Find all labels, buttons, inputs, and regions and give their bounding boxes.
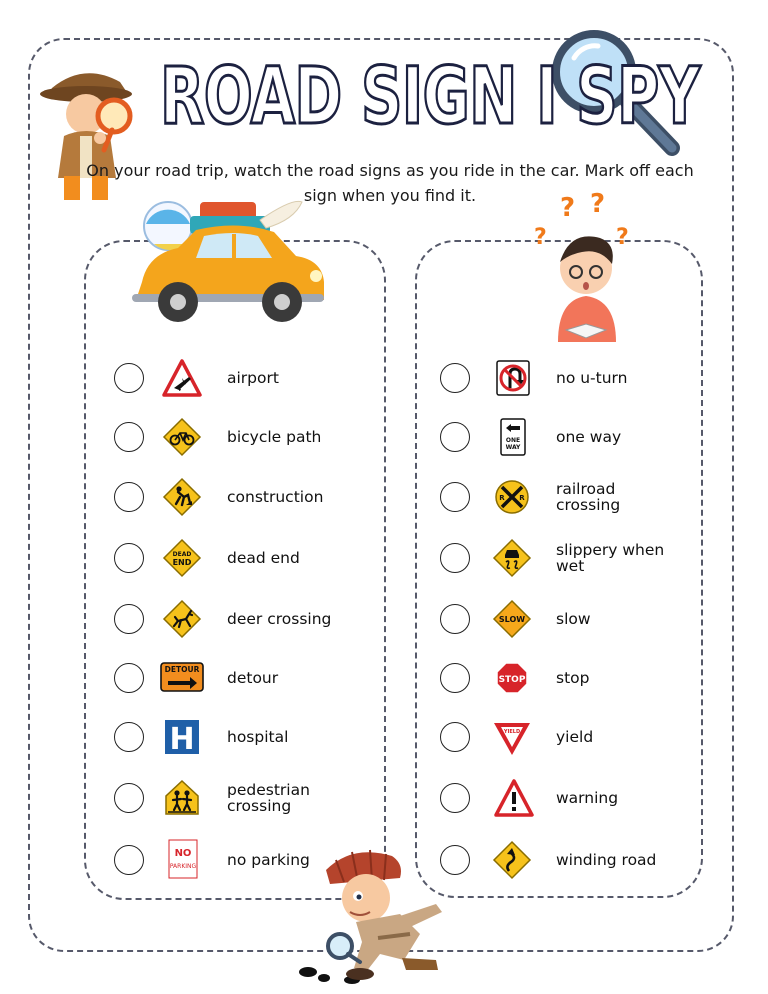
- item-label: slow: [556, 610, 591, 628]
- list-item: [438, 715, 698, 759]
- detour-sign-icon: [160, 662, 204, 692]
- one-way-sign-icon: [500, 418, 526, 456]
- sign-text: STOP: [498, 675, 526, 685]
- sign-text: END: [172, 558, 192, 567]
- list-item: [438, 838, 698, 882]
- item-label: railroad crossing: [556, 480, 621, 514]
- item-label: pedestrian crossing: [227, 781, 310, 815]
- item-label: detour: [227, 669, 279, 687]
- list-item: [112, 536, 372, 580]
- sign-text: R: [499, 494, 505, 502]
- item-label: no u-turn: [556, 369, 628, 387]
- item-label: warning: [556, 789, 619, 807]
- item-label: no parking: [227, 851, 310, 869]
- stop-sign-icon: [496, 662, 528, 694]
- right-checklist: [438, 356, 698, 886]
- list-item: [112, 656, 372, 700]
- car-illustration: [126, 190, 330, 330]
- no-parking-sign-icon: [168, 839, 198, 879]
- svg-text:?: ?: [534, 225, 547, 250]
- sign-text: WAY: [505, 444, 521, 451]
- railroad-crossing-sign-icon: [494, 479, 530, 515]
- item-label: construction: [227, 488, 324, 506]
- sign-text: YIELD: [503, 729, 521, 735]
- sign-text: H: [169, 722, 195, 755]
- item-label: dead end: [227, 549, 300, 567]
- item-label: stop: [556, 669, 590, 687]
- checkbox[interactable]: [114, 543, 144, 573]
- list-item: [438, 597, 698, 641]
- detective-boy-illustration: [296, 842, 470, 990]
- list-item: [438, 356, 698, 400]
- item-label: slippery when wet: [556, 541, 665, 575]
- warning-sign-icon: [494, 778, 534, 818]
- item-label: airport: [227, 369, 279, 387]
- list-item: [112, 597, 372, 641]
- instructions-text: On your road trip, watch the road signs as you ride in the car. Mark off each sign when you find it.: [86, 161, 694, 205]
- airport-sign-icon: [162, 358, 202, 398]
- list-item: [438, 475, 698, 519]
- checkbox[interactable]: [114, 663, 144, 693]
- checkbox[interactable]: [114, 722, 144, 752]
- checkbox[interactable]: [440, 543, 470, 573]
- list-item: [438, 656, 698, 700]
- checkbox[interactable]: [440, 604, 470, 634]
- item-label: hospital: [227, 728, 289, 746]
- deer-crossing-sign-icon: [162, 599, 202, 639]
- page-title: ROAD SIGN I SPY: [160, 52, 700, 142]
- yield-sign-icon: [492, 719, 532, 759]
- list-item: [438, 776, 698, 820]
- checkbox[interactable]: [440, 722, 470, 752]
- dead-end-sign-icon: [162, 538, 202, 578]
- sign-text: R: [519, 494, 525, 502]
- left-checklist: [112, 356, 372, 886]
- list-item: [438, 536, 698, 580]
- list-item: [112, 715, 372, 759]
- svg-text:?: ?: [616, 225, 629, 250]
- hospital-sign-icon: [164, 719, 200, 755]
- item-label: winding road: [556, 851, 657, 869]
- checkbox[interactable]: [114, 482, 144, 512]
- item-label: deer crossing: [227, 610, 332, 628]
- no-u-turn-sign-icon: [496, 360, 530, 396]
- bicycle-path-sign-icon: [162, 417, 202, 457]
- sign-text: ONE: [505, 437, 521, 444]
- checkbox[interactable]: [440, 663, 470, 693]
- sign-text: NO: [174, 848, 192, 859]
- checkbox[interactable]: [114, 604, 144, 634]
- list-item: [112, 415, 372, 459]
- item-label: yield: [556, 728, 594, 746]
- checkbox[interactable]: [440, 363, 470, 393]
- list-item: [112, 475, 372, 519]
- sign-text: DEAD: [172, 551, 192, 558]
- item-label: one way: [556, 428, 622, 446]
- slippery-sign-icon: [492, 538, 532, 578]
- construction-sign-icon: [162, 477, 202, 517]
- checkbox[interactable]: [114, 422, 144, 452]
- thinking-boy-illustration: [530, 192, 640, 344]
- checkbox[interactable]: [440, 482, 470, 512]
- item-label: bicycle path: [227, 428, 322, 446]
- slow-sign-icon: [492, 599, 532, 639]
- pedestrian-crossing-sign-icon: [162, 778, 202, 818]
- svg-text:?: ?: [560, 193, 576, 223]
- checkbox[interactable]: [440, 783, 470, 813]
- sign-text: PARKING: [169, 863, 197, 870]
- sign-text: DETOUR: [164, 665, 200, 674]
- checkbox[interactable]: [114, 845, 144, 875]
- list-item: [112, 776, 372, 820]
- list-item: [438, 415, 698, 459]
- winding-road-sign-icon: [492, 840, 532, 880]
- checkbox[interactable]: [114, 363, 144, 393]
- checkbox[interactable]: [114, 783, 144, 813]
- sign-text: SLOW: [498, 615, 526, 624]
- svg-text:?: ?: [590, 192, 606, 219]
- checkbox[interactable]: [440, 422, 470, 452]
- list-item: [112, 356, 372, 400]
